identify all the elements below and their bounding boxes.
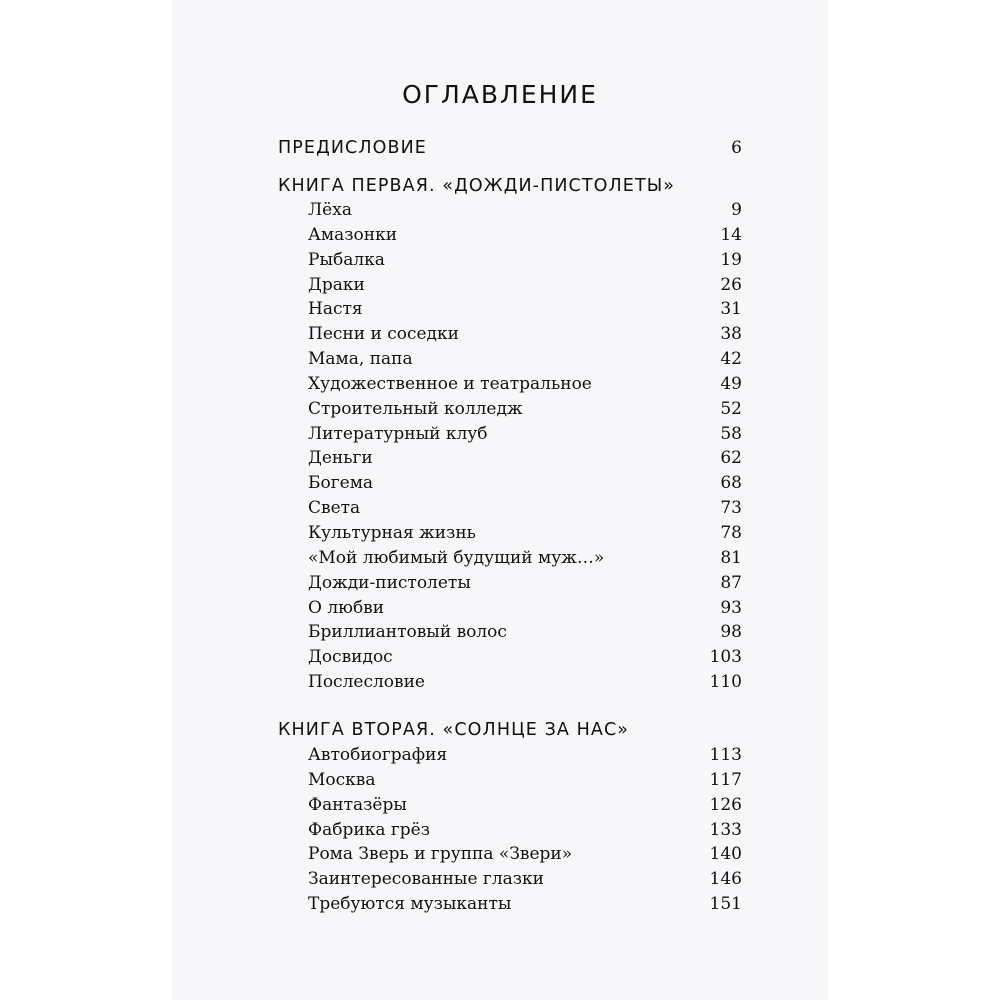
chapter-row [308, 496, 742, 521]
preface-page: 6 [731, 138, 742, 158]
chapter-page: 140 [709, 844, 742, 865]
chapter-page: 78 [720, 522, 742, 543]
chapter-title: Фантазёры [308, 794, 407, 815]
chapter-title: Богема [308, 473, 374, 494]
chapter-title: Москва [308, 769, 376, 790]
chapter-title: Света [308, 498, 361, 519]
preface-row [278, 136, 742, 160]
chapter-title: Требуются музыканты [308, 894, 512, 915]
chapter-row [308, 743, 742, 768]
page-title: ОГЛАВЛЕНИЕ [402, 80, 598, 109]
chapter-page: 117 [709, 769, 742, 790]
chapter-page: 133 [709, 819, 742, 840]
chapter-title: Песни и соседки [308, 324, 459, 345]
chapter-row [308, 645, 742, 670]
chapter-row [308, 223, 742, 248]
chapter-row [308, 248, 742, 273]
chapter-row [308, 892, 742, 917]
chapter-title: Заинтересованные глазки [308, 869, 544, 890]
chapter-page: 73 [720, 498, 742, 519]
chapter-page: 126 [709, 794, 742, 815]
chapter-title: «Мой любимый будущий муж…» [308, 547, 605, 568]
chapter-page: 62 [720, 448, 742, 469]
chapter-page: 26 [720, 274, 742, 295]
book2-heading [278, 718, 742, 742]
chapter-title: Деньги [308, 448, 373, 469]
chapter-page: 42 [720, 349, 742, 370]
chapter-row [308, 546, 742, 571]
chapter-title: Культурная жизнь [308, 522, 476, 543]
chapter-title: Мама, папа [308, 349, 413, 370]
chapter-page: 103 [709, 647, 742, 668]
chapter-title: Художественное и театральное [308, 373, 592, 394]
chapter-row [308, 297, 742, 322]
chapter-row [308, 372, 742, 397]
book1-chapter-list [308, 198, 742, 695]
chapter-title: Драки [308, 274, 365, 295]
chapter-row [308, 842, 742, 867]
chapter-page: 9 [731, 200, 742, 220]
chapter-row [308, 521, 742, 546]
chapter-page: 87 [720, 572, 742, 593]
chapter-page: 19 [720, 249, 742, 270]
chapter-title: Рома Зверь и группа «Звери» [308, 844, 573, 865]
chapter-page: 49 [720, 373, 742, 394]
chapter-page: 52 [720, 398, 742, 419]
chapter-page: 93 [720, 597, 742, 618]
preface-title: ПРЕДИСЛОВИЕ [278, 138, 427, 158]
chapter-row [308, 322, 742, 347]
chapter-page: 58 [720, 423, 742, 444]
chapter-row [308, 198, 742, 223]
chapter-title: Литературный клуб [308, 423, 488, 444]
chapter-page: 68 [720, 473, 742, 494]
chapter-page: 14 [720, 224, 742, 245]
chapter-title: Рыбалка [308, 249, 385, 270]
chapter-row [308, 347, 742, 372]
chapter-page: 110 [709, 672, 742, 693]
chapter-title: О любви [308, 597, 385, 618]
chapter-title: Строительный колледж [308, 398, 523, 419]
book1-title: КНИГА ПЕРВАЯ. «ДОЖДИ-ПИСТОЛЕТЫ» [278, 176, 676, 196]
chapter-title: Дожди-пистолеты [308, 572, 471, 593]
chapter-row [308, 571, 742, 596]
chapter-page: 113 [709, 745, 742, 765]
chapter-title: Фабрика грёз [308, 819, 430, 840]
chapter-page: 31 [720, 299, 742, 320]
chapter-title: Послесловие [308, 672, 425, 693]
chapter-title: Настя [308, 299, 363, 320]
chapter-row [308, 620, 742, 645]
chapter-title: Бриллиантовый волос [308, 622, 507, 643]
chapter-page: 38 [720, 324, 742, 345]
chapter-page: 151 [709, 894, 742, 915]
book2-title: КНИГА ВТОРАЯ. «СОЛНЦЕ ЗА НАС» [278, 720, 630, 740]
chapter-row [308, 471, 742, 496]
chapter-title: Автобиография [308, 745, 448, 765]
chapter-row [308, 273, 742, 298]
chapter-row [308, 768, 742, 793]
chapter-page: 81 [720, 547, 742, 568]
book-page [172, 0, 828, 1000]
book2-chapter-list [308, 743, 742, 917]
chapter-row [308, 670, 742, 695]
chapter-row [308, 793, 742, 818]
chapter-row [308, 422, 742, 447]
chapter-title: Лёха [308, 200, 352, 220]
chapter-row [308, 446, 742, 471]
chapter-page: 146 [709, 869, 742, 890]
chapter-row [308, 397, 742, 422]
chapter-row [308, 818, 742, 843]
chapter-page: 98 [720, 622, 742, 643]
chapter-row [308, 867, 742, 892]
chapter-row [308, 596, 742, 621]
book1-heading [278, 174, 742, 198]
chapter-title: Досвидос [308, 647, 393, 668]
chapter-title: Амазонки [308, 224, 398, 245]
